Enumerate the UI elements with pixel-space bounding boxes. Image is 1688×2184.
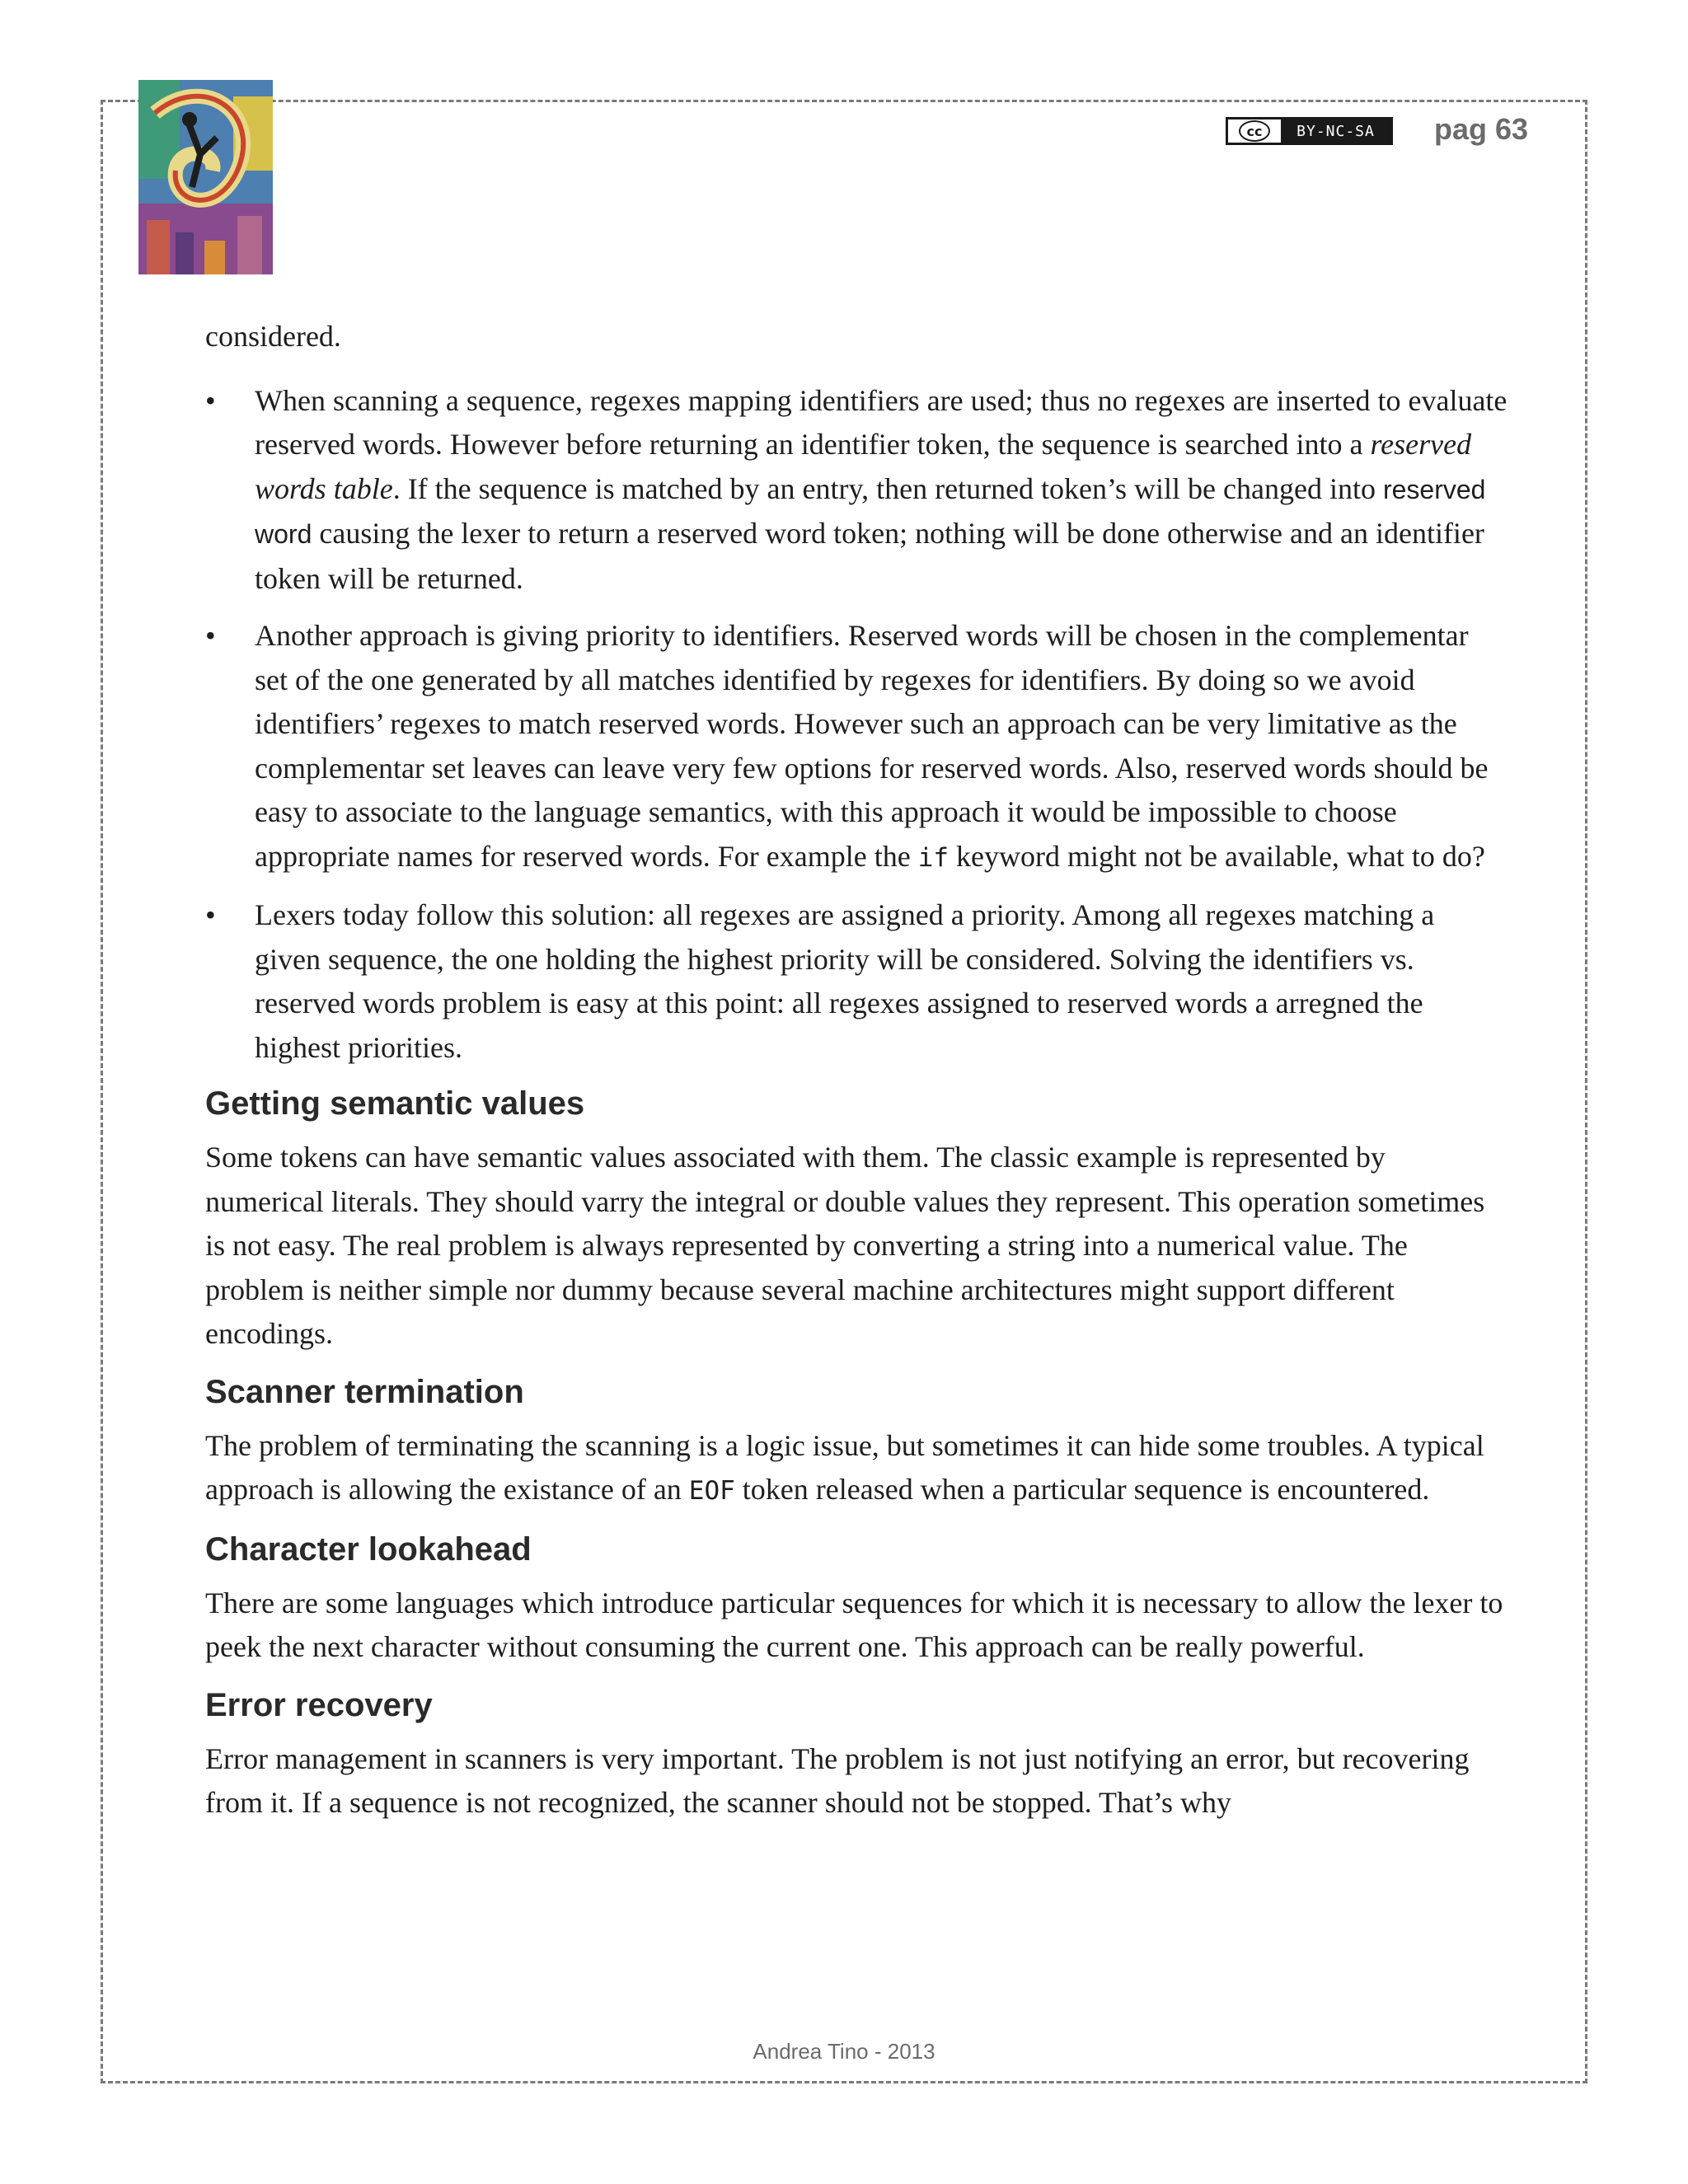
section-text: There are some languages which introduce particular sequences for which it is necessary to allow the lexer to peek the next character without consuming the current one. This approach can be really powerful. xyxy=(205,1586,1503,1663)
bullet-list xyxy=(205,379,1507,1071)
license-terms: BY-NC-SA xyxy=(1296,122,1375,140)
inline-code: if xyxy=(917,842,950,873)
section-text: The problem of terminating the scanning is a logic issue, but sometimes it can hide some troubles. A typical approach is allowing the existance of an EOF token released when a particular sequence is encountered. xyxy=(205,1428,1484,1506)
page-number: pag 63 xyxy=(1434,112,1529,146)
inline-term: reserved word xyxy=(255,474,1486,549)
cc-license-badge xyxy=(1226,117,1393,145)
page-footer: Andrea Tino - 2013 xyxy=(753,2039,935,2064)
section-semantic-values xyxy=(205,1083,1507,1357)
section-heading: Getting semantic values xyxy=(205,1085,585,1122)
section-character-lookahead xyxy=(205,1529,1507,1670)
inline-code: EOF xyxy=(688,1476,735,1506)
section-error-recovery xyxy=(205,1685,1507,1825)
section-heading: Character lookahead xyxy=(205,1530,532,1568)
lead-text: considered. xyxy=(205,320,341,353)
page-content xyxy=(205,315,1507,1840)
list-item: • When scanning a sequence, regexes mapping identifiers are used; thus no regexes are inserted to evaluate reserved words. However before returning an identifier token, the sequence is searched into a reserved words table. If the sequence is matched by an entry, then returned token’s will be changed into reserved word causing the lexer to return a reserved word token; nothing will be done otherwise and an identifier token will be returned. xyxy=(205,379,1507,602)
section-heading: Scanner termination xyxy=(205,1373,524,1410)
section-text: Error management in scanners is very important. The problem is not just notifying an error, but recovering from it. If a sequence is not recognized, the scanner should not be stopped. That’s why xyxy=(205,1741,1470,1819)
section-heading: Error recovery xyxy=(205,1686,433,1723)
section-scanner-termination xyxy=(205,1371,1507,1514)
cc-icon: cc xyxy=(1228,120,1281,143)
section-text: Some tokens can have semantic values associated with them. The classic example is represented by numerical literals. They should varry the integral or double values they represent. This operation sometimes is not easy. The real problem is always represented by converting a string into a numerical value. The problem is neither simple nor dummy because several machine architectures might support different encodings. xyxy=(205,1141,1485,1350)
book-cover-image xyxy=(138,80,273,274)
list-item: • Lexers today follow this solution: all regexes are assigned a priority. Among all regexes matching a given sequence, the one holding the highest priority will be considered. Solving the identifiers vs. reserved words problem is easy at this point: all regexes assigned to reserved words a arregned the highest priorities. xyxy=(205,893,1507,1070)
list-item: • Another approach is giving priority to identifiers. Reserved words will be chosen in the complementar set of the one generated by all matches identified by regexes for identifiers. By doing so we avoid identifiers’ regexes to match reserved words. However such an approach can be very limitative as the complementar set leaves can leave very few options for reserved words. Also, reserved words should be easy to associate to the language semantics, with this approach it would be impossible to choose appropriate names for reserved words. For example the if keyword might not be available, what to do? xyxy=(205,614,1507,880)
